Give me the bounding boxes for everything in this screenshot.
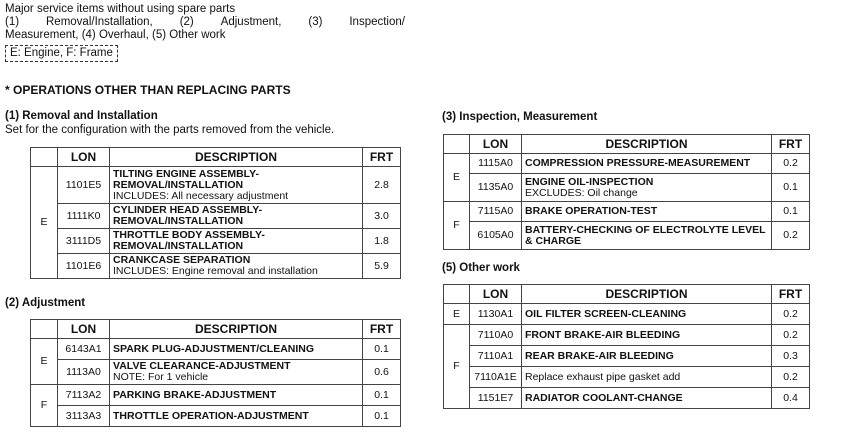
group-label: F [444,202,470,250]
description-cell [110,406,363,427]
intro-text [5,3,405,42]
table-row [444,388,810,409]
lon-cell: 1151E7 [470,388,522,409]
description-main: THROTTLE BODY ASSEMBLY-REMOVAL/INSTALLATION [113,229,265,252]
lon-cell: 3111D5 [58,229,110,254]
table-header-row [444,135,810,154]
intro-token: Removal/Installation, [46,16,153,28]
legend-box: E: Engine, F: Frame [5,45,118,62]
frt-cell: 0.2 [772,367,810,388]
frt-cell: 0.1 [772,174,810,202]
description-main: CRANKCASE SEPARATION [113,254,251,266]
description-cell [522,325,772,346]
removal-note: Set for the configuration with the parts removed from the vehicle. [5,124,335,136]
header-group [31,320,58,339]
table-row [444,346,810,367]
table-row [31,204,401,229]
description-cell [110,204,363,229]
table-row [444,174,810,202]
table-row [31,406,401,427]
intro-token: (3) [308,16,323,28]
lon-cell: 1135A0 [470,174,522,202]
group-label: F [31,385,58,427]
header-frt: FRT [363,148,401,167]
header-description: DESCRIPTION [110,320,363,339]
other-work-title: (5) Other work [442,262,520,274]
header-description: DESCRIPTION [522,285,772,304]
header-lon: LON [58,320,110,339]
lon-cell: 7113A2 [58,385,110,406]
group-label: E [444,154,470,202]
table-header-row [444,285,810,304]
description-main: ENGINE OIL-INSPECTION [525,175,654,188]
lon-cell: 1111K0 [58,204,110,229]
description-main: PARKING BRAKE-ADJUSTMENT [113,388,277,401]
description-main: BATTERY-CHECKING OF ELECTROLYTE LEVEL & CHARGE [525,223,766,247]
intro-token: Adjustment, [220,16,282,28]
table-row [444,367,810,388]
description-main: OIL FILTER SCREEN-CLEANING [525,307,687,320]
adjustment-table [30,319,401,427]
frt-cell: 0.3 [772,346,810,367]
description-cell [522,346,772,367]
header-frt: FRT [363,320,401,339]
description-note: NOTE: For 1 vehicle [113,371,209,383]
table-row [444,304,810,325]
description-cell [110,385,363,406]
section-title: * OPERATIONS OTHER THAN REPLACING PARTS [5,83,291,97]
intro-token: Inspection/ [349,16,405,28]
description-main: THROTTLE OPERATION-ADJUSTMENT [113,409,309,422]
table-row [444,325,810,346]
frt-cell: 0.1 [363,406,401,427]
frt-cell: 0.6 [363,360,401,385]
header-frt: FRT [772,285,810,304]
description-main: BRAKE OPERATION-TEST [525,205,658,217]
description-main: TILTING ENGINE ASSEMBLY-REMOVAL/INSTALLATION [113,167,260,191]
header-group [444,285,470,304]
header-group [31,148,58,167]
lon-cell: 7115A0 [470,202,522,222]
header-lon: LON [470,285,522,304]
table-row [31,385,401,406]
description-note: INCLUDES: All necessary adjustment [113,189,289,202]
inspection-title: (3) Inspection, Measurement [442,111,598,123]
frt-cell: 0.2 [772,325,810,346]
table-row [444,154,810,174]
lon-cell: 1101E5 [58,167,110,204]
description-note: EXCLUDES: Oil change [525,186,638,199]
description-main: CYLINDER HEAD ASSEMBLY-REMOVAL/INSTALLATION [113,204,263,227]
description-main: REAR BRAKE-AIR BLEEDING [525,349,674,362]
group-label: F [444,325,470,409]
description-cell [110,254,363,279]
frt-cell: 0.2 [772,222,810,250]
description-cell [522,367,772,388]
removal-title: (1) Removal and Installation [5,110,158,122]
description-cell [522,388,772,409]
lon-cell: 1130A1 [470,304,522,325]
frt-cell: 1.8 [363,229,401,254]
description-note: Replace exhaust pipe gasket add [525,370,681,383]
header-frt: FRT [772,135,810,154]
description-cell [110,360,363,385]
frt-cell: 0.4 [772,388,810,409]
description-cell [110,167,363,204]
description-cell [522,202,772,222]
table-row [31,167,401,204]
intro-line-3: Measurement, (4) Overhaul, (5) Other work [5,29,226,41]
description-cell [522,154,772,174]
lon-cell: 7110A0 [470,325,522,346]
lon-cell: 1101E6 [58,254,110,279]
description-main: SPARK PLUG-ADJUSTMENT/CLEANING [113,342,315,355]
frt-cell: 2.8 [363,167,401,204]
lon-cell: 3113A3 [58,406,110,427]
adjustment-title: (2) Adjustment [5,297,86,309]
description-cell [522,174,772,202]
frt-cell: 0.1 [363,385,401,406]
table-row [31,254,401,279]
description-cell [522,304,772,325]
frt-cell: 5.9 [363,254,401,279]
description-cell [110,339,363,360]
header-description: DESCRIPTION [110,148,363,167]
intro-line-2 [5,16,405,29]
description-main: RADIATOR COOLANT-CHANGE [525,391,683,404]
header-lon: LON [470,135,522,154]
header-lon: LON [58,148,110,167]
description-cell [110,229,363,254]
table-header-row [31,148,401,167]
group-label: E [31,339,58,385]
description-main: FRONT BRAKE-AIR BLEEDING [525,328,681,341]
lon-cell: 6105A0 [470,222,522,250]
group-label: E [31,167,58,279]
other-work-table [443,284,810,409]
table-row [31,339,401,360]
lon-cell: 1113A0 [58,360,110,385]
frt-cell: 0.1 [772,202,810,222]
description-note: INCLUDES: Engine removal and installation [113,265,318,277]
table-row [444,222,810,250]
removal-table [30,147,401,279]
intro-token: (2) [179,16,194,28]
inspection-table [443,134,810,250]
table-header-row [31,320,401,339]
frt-cell: 0.2 [772,154,810,174]
description-cell [522,222,772,250]
group-label: E [444,304,470,325]
frt-cell: 3.0 [363,204,401,229]
table-row [31,360,401,385]
frt-cell: 0.2 [772,304,810,325]
frt-cell: 0.1 [363,339,401,360]
lon-cell: 7110A1 [470,346,522,367]
description-main: COMPRESSION PRESSURE-MEASUREMENT [525,157,751,169]
header-description: DESCRIPTION [522,135,772,154]
lon-cell: 7110A1E [470,367,522,388]
intro-token: (1) [5,16,20,28]
table-row [31,229,401,254]
intro-line-1: Major service items without using spare parts [5,3,236,15]
lon-cell: 6143A1 [58,339,110,360]
header-group [444,135,470,154]
table-row [444,202,810,222]
lon-cell: 1115A0 [470,154,522,174]
description-main: VALVE CLEARANCE-ADJUSTMENT [113,360,291,372]
